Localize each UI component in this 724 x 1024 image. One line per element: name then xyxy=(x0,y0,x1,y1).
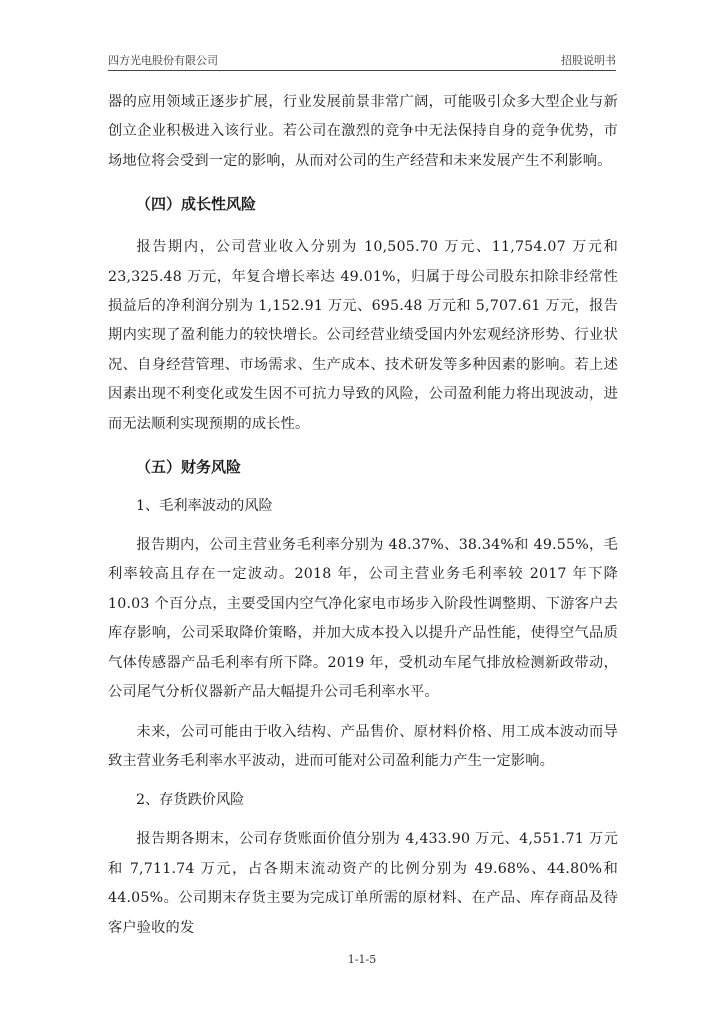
page-header xyxy=(108,52,616,70)
page-content xyxy=(108,88,618,943)
paragraph-continued: 器的应用领域正逐步扩展，行业发展前景非常广阔，可能吸引众多大型企业与新创立企业积极进入该行业。若公司在激烈的竞争中无法保持自身的竞争优势，市场地位将会受到一定的影响，从而对公司的生产经营和未来发展产生不利影响。 xyxy=(108,94,618,169)
page-number: 1-1-5 xyxy=(347,953,377,966)
section-heading-growth-risk: （四）成长性风险 xyxy=(136,195,257,214)
paragraph-growth-risk: 报告期内，公司营业收入分别为 10,505.70 万元、11,754.07 万元和 23,325.48 万元，年复合增长率达 49.01%，归属于母公司股东扣除非经常性损益后的净利润分别为 1,152.91 万元、695.48 万元和 5,707.61 万元，报告期内实现了盈利能力的较快增长。公司经营业绩受国内外宏观经济形势、行业状况、自身经营管理、市场需求、生产成本、技术研发等多种因素的影响。若上述因素出现不利变化或发生因不可抗力导致的风险，公司盈利能力将出现波动，进而无法顺利实现预期的成长性。 xyxy=(108,239,618,432)
header-divider xyxy=(108,70,616,71)
subheading-inventory-risk: 2、存货跌价风险 xyxy=(136,792,245,809)
paragraph-gross-margin: 报告期内，公司主营业务毛利率分别为 48.37%、38.34%和 49.55%，毛利率较高且存在一定波动。2018 年，公司主营业务毛利率较 2017 年下降 10.03 个百分点，主要受国内空气净化家电市场步入阶段性调整期、下游客户去库存影响，公司采取降价策略，并加大成本投入以提升产品性能，使得空气品质气体传感器产品毛利率有所下降。2019 年，受机动车尾气排放检测新政带动，公司尾气分析仪器新产品大幅提升公司毛利率水平。 xyxy=(108,537,618,701)
subheading-gross-margin-risk: 1、毛利率波动的风险 xyxy=(136,498,273,515)
header-company-name: 四方光电股份有限公司 xyxy=(108,54,218,67)
header-document-type: 招股说明书 xyxy=(561,54,616,67)
paragraph-gross-margin-outlook: 未来，公司可能由于收入结构、产品售价、原材料价格、用工成本波动而导致主营业务毛利率水平波动，进而可能对公司盈利能力产生一定影响。 xyxy=(108,723,618,769)
section-heading-financial-risk: （五）财务风险 xyxy=(136,458,242,477)
paragraph-inventory: 报告期各期末，公司存货账面价值分别为 4,433.90 万元、4,551.71 万元和 7,711.74 万元，占各期末流动资产的比例分别为 49.68%、44.80%和 44.05%。公司期末存货主要为完成订单所需的原材料、在产品、库存商品及待客户验收的发 xyxy=(108,831,618,936)
